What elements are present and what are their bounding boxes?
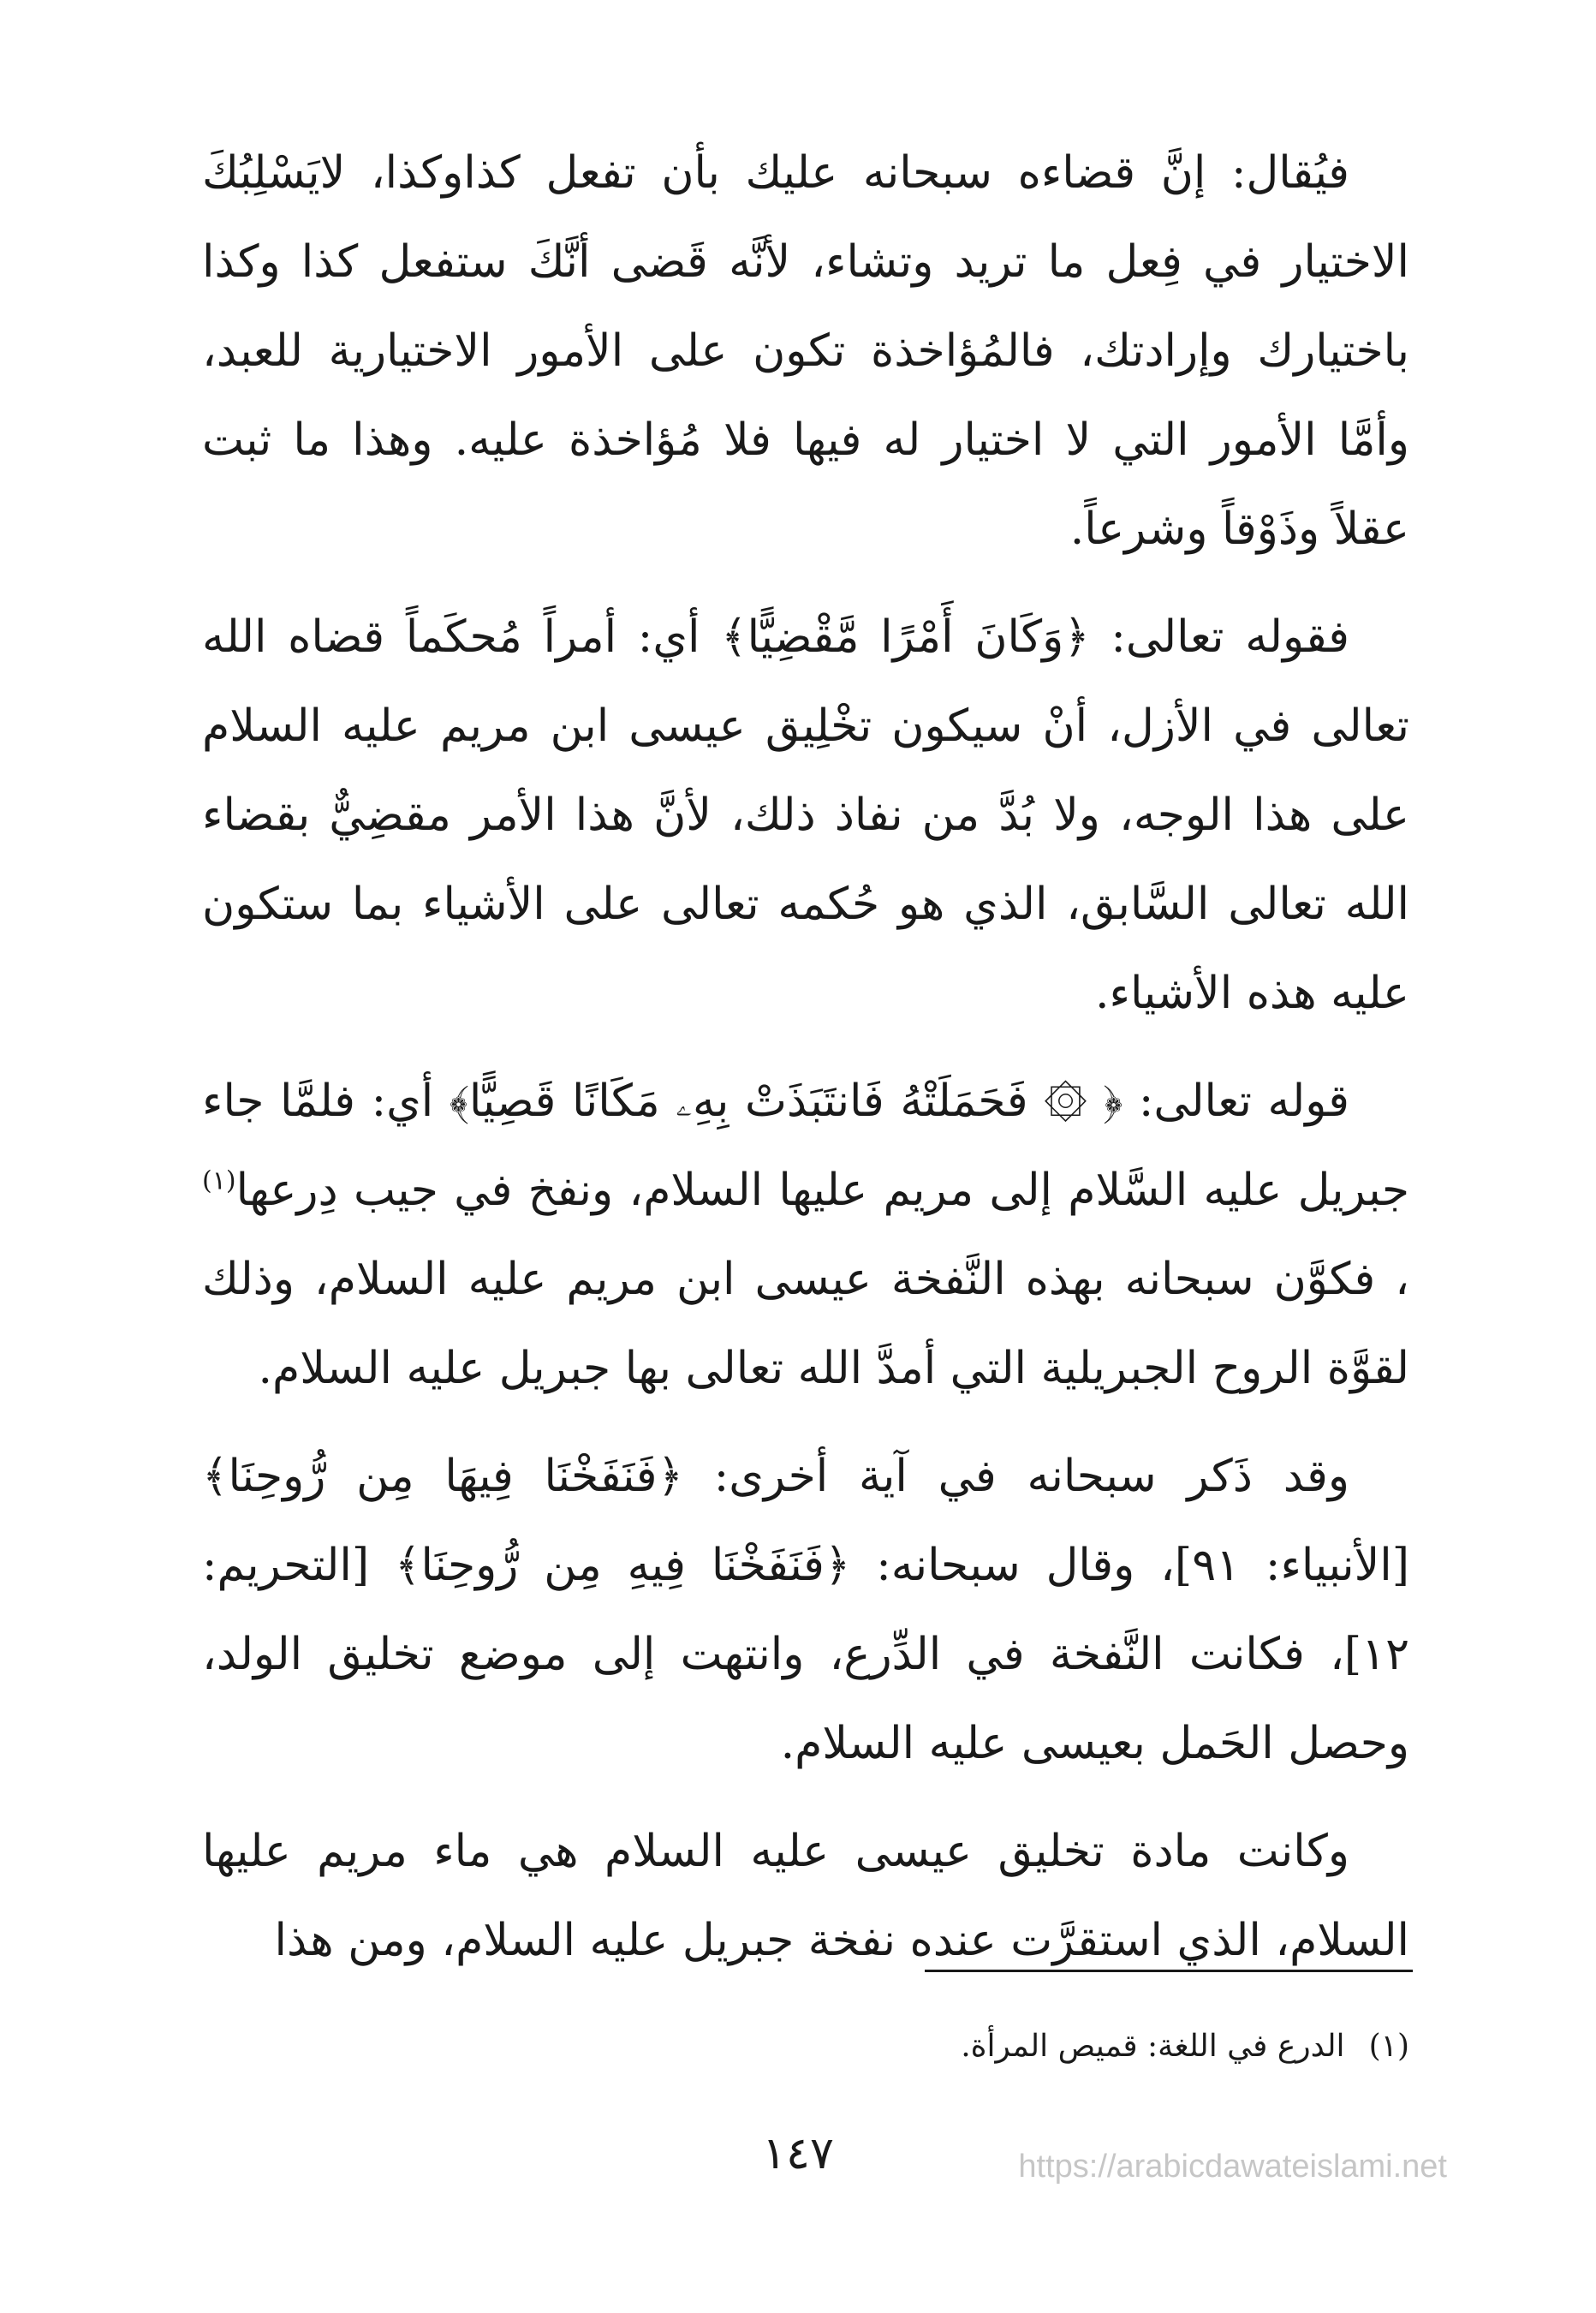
footnote-number: (١)	[1368, 2029, 1409, 2064]
footnote-divider	[925, 1970, 1413, 1972]
footnote-text: الدرع في اللغة: قميص المرأة.	[961, 2029, 1345, 2064]
paragraph-2: فقوله تعالى: ﴿وَكَانَ أَمْرًا مَّقْضِيًّا﴾ أي: أمراً مُحكَماً قضاه الله تعالى في الأزل، أنْ سيكون تخْلِيق عيسى ابن مريم عليه السلام على هذا الوجه، ولا بُدَّ من نفاذ ذلك، لأنَّ هذا الأمر مقضِيٌّ بقضاء الله تعالى السَّابق، الذي هو حُكمه تعالى على الأشياء بما ستكون عليه هذه الأشياء.	[202, 611, 1409, 1019]
paragraph-3-text-after: ، فكوَّن سبحانه بهذه النَّفخة عيسى ابن مريم عليه السلام، وذلك لقوَّة الروح الجبريلية التي أمدَّ الله تعالى بها جبريل عليه السلام.	[202, 1254, 1409, 1394]
footnote	[202, 2021, 1409, 2072]
page-number: ١٤٧	[762, 2128, 834, 2179]
paragraph-3-text-before: قوله تعالى: ﴿ ۞ فَحَمَلَتْهُ فَانتَبَذَتْ بِهِۦ مَكَانًا قَصِيًّا﴾ أي: فلمَّا جاء جبريل عليه السَّلام إلى مريم عليها السلام، ونفخ في جيب دِرعها	[202, 1076, 1409, 1216]
footnote-reference[interactable]: (١)	[202, 1165, 236, 1196]
paragraph-3	[202, 1057, 1409, 1413]
paragraph-1: فيُقال: إنَّ قضاءه سبحانه عليك بأن تفعل كذاوكذا، لايَسْلِبُكَ الاختيار في فِعل ما تريد وتشاء، لأنَّه قَضى أنَّكَ ستفعل كذا وكذا باختيارك وإرادتك، فالمُؤاخذة تكون على الأمور الاختيارية للعبد، وأمَّا الأمور التي لا اختيار له فيها فلا مُؤاخذة عليه. وهذا ما ثبت عقلاً وذَوْقاً وشرعاً.	[202, 147, 1409, 555]
paragraph-4: وقد ذَكر سبحانه في آية أخرى: ﴿فَنَفَخْنَا فِيهَا مِن رُّوحِنَا﴾ [الأنبياء: ٩١]، وقال سبحانه: ﴿فَنَفَخْنَا فِيهِ مِن رُّوحِنَا﴾ [التحريم: ١٢]، فكانت النَّفخة في الدِّرع، وانتهت إلى موضع تخليق الولد، وحصل الحَمل بعيسى عليه السلام.	[202, 1451, 1409, 1769]
paragraph-5: وكانت مادة تخليق عيسى عليه السلام هي ماء مريم عليها السلام، الذي استقرَّت عنده نفخة جبريل عليه السلام، ومن هذا	[202, 1826, 1409, 1966]
source-watermark: https://arabicdawateislami.net	[1018, 2149, 1447, 2185]
main-text	[202, 128, 1409, 1985]
